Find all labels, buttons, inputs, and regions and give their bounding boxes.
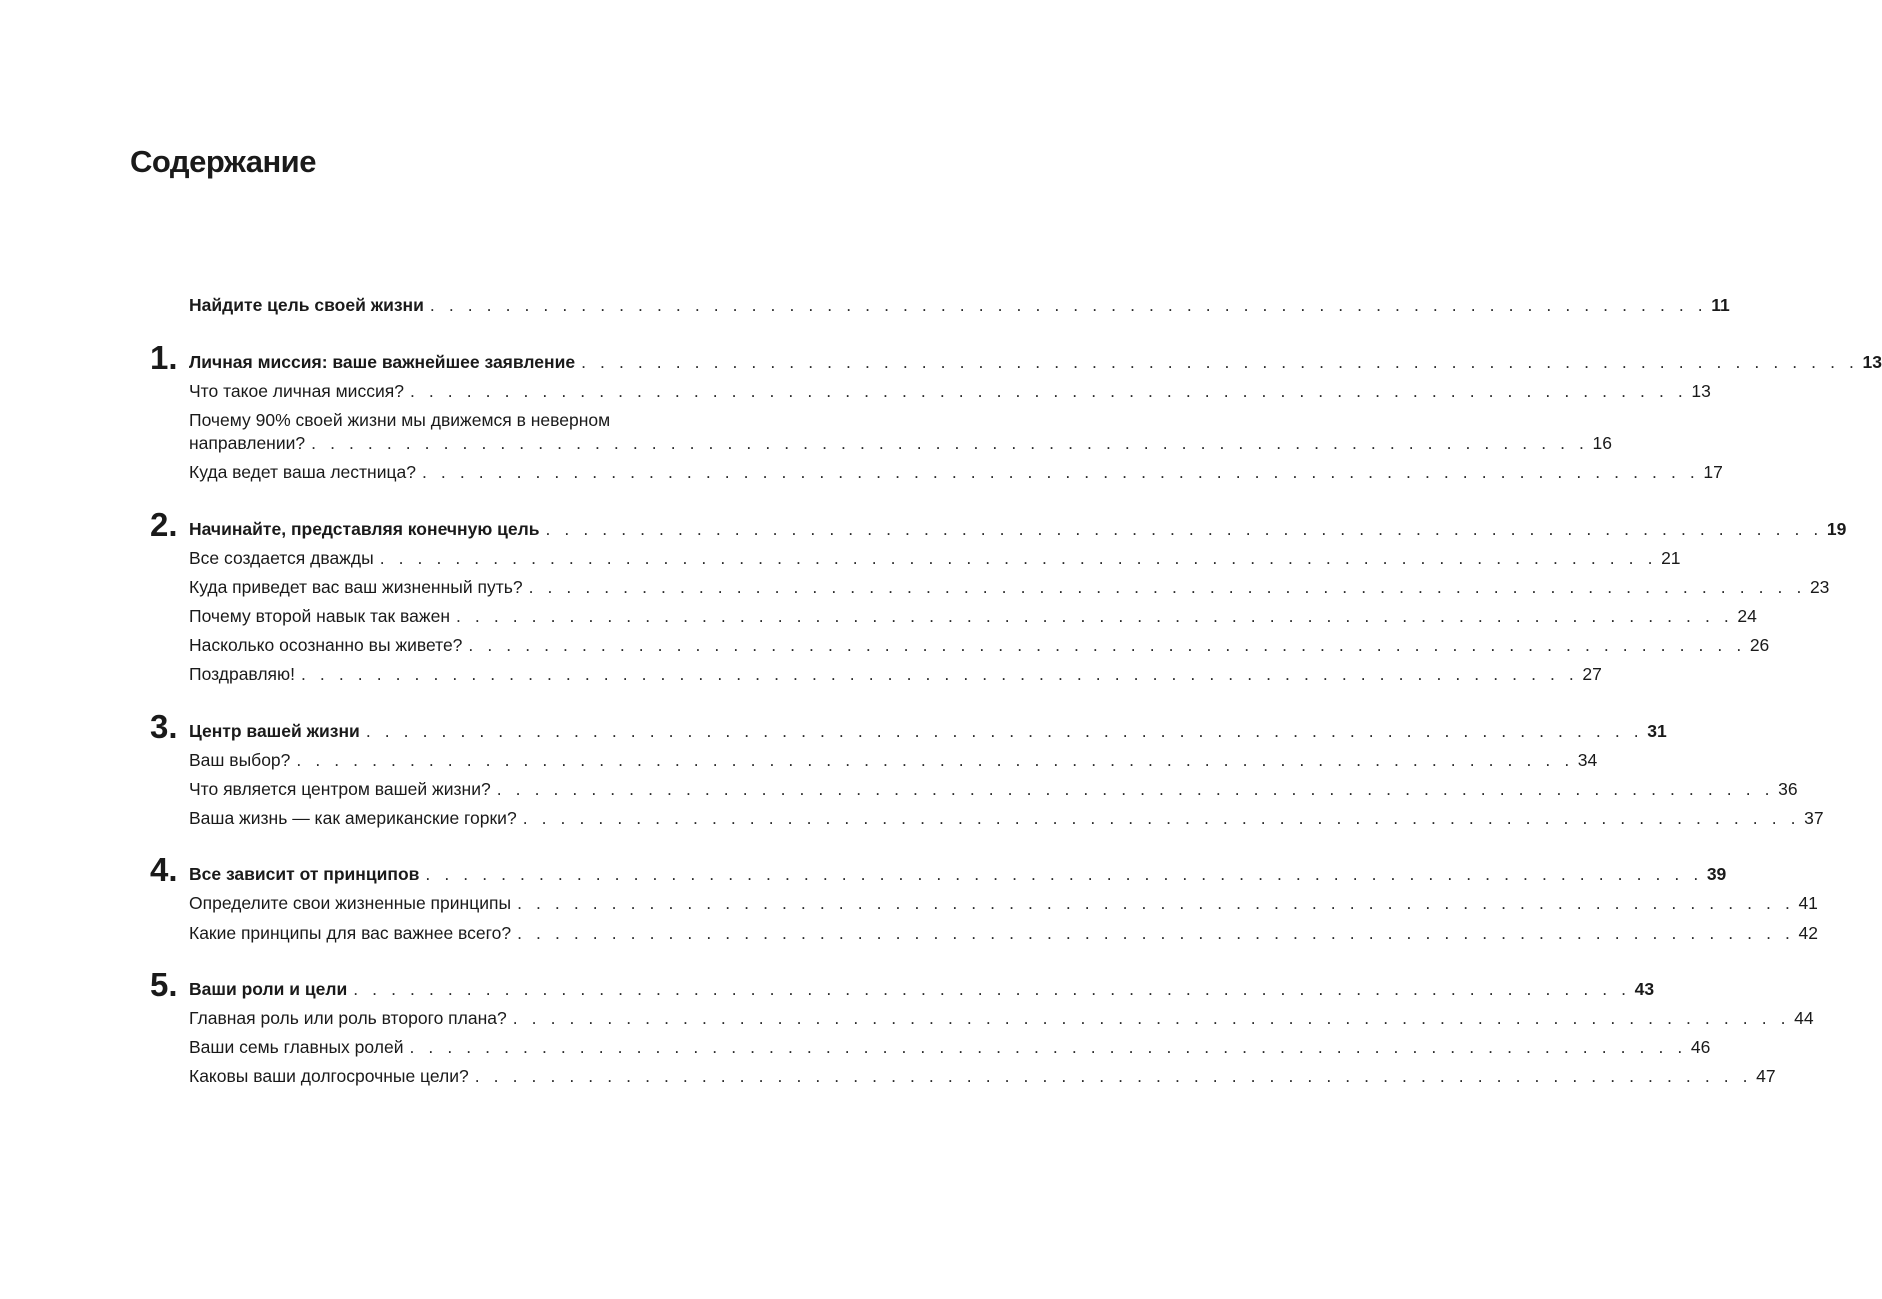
entry-title-line1[interactable]: Почему 90% своей жизни мы движемся в неверном xyxy=(189,410,611,430)
dot-leader: . . . . . . . . . . . . . . . . . . . . . . . . . . . . . . . . . . . . . . . . . . . . . . . . . . . . . . . . . . . . . . . . . . . . xyxy=(421,462,1700,482)
dot-leader: . . . . . . . . . . . . . . . . . . . . . . . . . . . . . . . . . . . . . . . . . . . . . . . . . . . . . . . . . . . . . . . . . . . . xyxy=(496,779,1775,799)
entry-title: Что является центром вашей жизни? xyxy=(189,779,491,799)
entry-title: Насколько осознанно вы живете? xyxy=(189,635,463,655)
toc-entry-section[interactable] xyxy=(189,805,1824,831)
entry-page: 37 xyxy=(1804,808,1824,828)
toc-entry-chapter[interactable] xyxy=(189,976,1655,1002)
chapter-number: 1. xyxy=(150,339,178,376)
dot-leader: . . . . . . . . . . . . . . . . . . . . . . . . . . . . . . . . . . . . . . . . . . . . . . . . . . . . . . . . . . . . . . . . . . . . xyxy=(429,295,1708,315)
entry-title: Ваши семь главных ролей xyxy=(189,1037,404,1057)
dot-leader: . . . . . . . . . . . . . . . . . . . . . . . . . . . . . . . . . . . . . . . . . . . . . . . . . . . . . . . . . . . . . . . . . . . . xyxy=(528,577,1806,597)
entry-title: Ваш выбор? xyxy=(189,750,291,770)
toc-entry-section[interactable] xyxy=(189,1005,1814,1031)
toc-entry-section[interactable] xyxy=(189,632,1770,658)
entry-title: Все зависит от принципов xyxy=(189,864,420,884)
entry-page: 31 xyxy=(1647,721,1667,741)
entry-title: Почему второй навык так важен xyxy=(189,606,450,626)
dot-leader: . . . . . . . . . . . . . . . . . . . . . . . . . . . . . . . . . . . . . . . . . . . . . . . . . . . . . . . . . . . . . . . . . . . . xyxy=(522,808,1801,828)
entry-page: 44 xyxy=(1794,1008,1814,1028)
entry-title: Определите свои жизненные принципы xyxy=(189,893,512,913)
toc-entry-section[interactable] xyxy=(189,378,1711,404)
entry-page: 41 xyxy=(1798,893,1818,913)
dot-leader: . . . . . . . . . . . . . . . . . . . . . . . . . . . . . . . . . . . . . . . . . . . . . . . . . . . . . . . . . . . . . . . . . . . . xyxy=(474,1066,1753,1086)
dot-leader: . . . . . . . . . . . . . . . . . . . . . . . . . . . . . . . . . . . . . . . . . . . . . . . . . . . . . . . . . . . . . . . . . . . . xyxy=(409,1037,1687,1057)
toc-entry-chapter[interactable] xyxy=(189,516,1847,542)
entry-page: 23 xyxy=(1809,577,1830,597)
chapter-number: 2. xyxy=(150,506,178,543)
entry-page: 17 xyxy=(1703,462,1723,482)
toc-entry-chapter[interactable] xyxy=(189,718,1667,744)
toc-entry-section[interactable] xyxy=(189,545,1681,571)
entry-page: 11 xyxy=(1711,295,1730,315)
entry-title: Ваши роли и цели xyxy=(189,979,348,999)
entry-page: 16 xyxy=(1592,433,1612,453)
dot-leader: . . . . . . . . . . . . . . . . . . . . . . . . . . . . . . . . . . . . . . . . . . . . . . . . . . . . . . . . . . . . . . . . . . . . xyxy=(512,1008,1791,1028)
entry-page: 26 xyxy=(1749,635,1770,655)
dot-leader: . . . . . . . . . . . . . . . . . . . . . . . . . . . . . . . . . . . . . . . . . . . . . . . . . . . . . . . . . . . . . . . . . . . . xyxy=(425,864,1703,884)
entry-page: 43 xyxy=(1634,979,1655,999)
entry-title: Каковы ваши долгосрочные цели? xyxy=(189,1066,469,1086)
dot-leader: . . . . . . . . . . . . . . . . . . . . . . . . . . . . . . . . . . . . . . . . . . . . . . . . . . . . . . . . . . . . . . . . . . . . xyxy=(468,635,1746,655)
entry-page: 27 xyxy=(1582,664,1602,684)
entry-page: 39 xyxy=(1706,864,1727,884)
entry-title: Начинайте, представляя конечную цель xyxy=(189,519,540,539)
entry-title: Поздравляю! xyxy=(189,664,295,684)
dot-leader: . . . . . . . . . . . . . . . . . . . . . . . . . . . . . . . . . . . . . . . . . . . . . . . . . . . . . . . . . . . . . . . . . . . . xyxy=(365,721,1644,741)
entry-page: 46 xyxy=(1690,1037,1711,1057)
entry-title: Главная роль или роль второго плана? xyxy=(189,1008,507,1028)
toc-entry-chapter[interactable] xyxy=(189,861,1727,887)
toc-entry-chapter[interactable] xyxy=(189,349,1882,375)
dot-leader: . . . . . . . . . . . . . . . . . . . . . . . . . . . . . . . . . . . . . . . . . . . . . . . . . . . . . . . . . . . . . . . . . . . . xyxy=(296,750,1574,770)
toc-entry-section[interactable] xyxy=(189,603,1757,629)
dot-leader: . . . . . . . . . . . . . . . . . . . . . . . . . . . . . . . . . . . . . . . . . . . . . . . . . . . . . . . . . . . . . . . . . . . . xyxy=(581,352,1859,372)
entry-page: 19 xyxy=(1826,519,1847,539)
chapter-number: 5. xyxy=(150,966,178,1003)
dot-leader: . . . . . . . . . . . . . . . . . . . . . . . . . . . . . . . . . . . . . . . . . . . . . . . . . . . . . . . . . . . . . . . . . . . . xyxy=(311,433,1589,453)
page-title: Содержание xyxy=(130,144,316,179)
entry-title: Что такое личная миссия? xyxy=(189,381,404,401)
toc-entry-section[interactable] xyxy=(189,459,1723,485)
toc-entry-section[interactable] xyxy=(189,920,1818,946)
entry-title: направлении? xyxy=(189,433,306,453)
toc-entry-section[interactable] xyxy=(189,776,1798,802)
entry-page: 24 xyxy=(1737,606,1757,626)
entry-title: Куда приведет вас ваш жизненный путь? xyxy=(189,577,523,597)
toc-entry-section[interactable] xyxy=(189,1063,1776,1089)
entry-title: Личная миссия: ваше важнейшее заявление xyxy=(189,352,576,372)
entry-page: 13 xyxy=(1862,352,1882,372)
entry-page: 34 xyxy=(1577,750,1598,770)
entry-title: Какие принципы для вас важнее всего? xyxy=(189,923,512,943)
toc-entry-section[interactable] xyxy=(189,1034,1711,1060)
entry-title: Найдите цель своей жизни xyxy=(189,295,424,315)
dot-leader: . . . . . . . . . . . . . . . . . . . . . . . . . . . . . . . . . . . . . . . . . . . . . . . . . . . . . . . . . . . . . . . . . . . . xyxy=(379,548,1658,568)
toc-entry-section[interactable] xyxy=(189,430,1612,456)
entry-title: Куда ведет ваша лестница? xyxy=(189,462,416,482)
entry-title: Центр вашей жизни xyxy=(189,721,360,741)
toc-entry-section[interactable] xyxy=(189,747,1598,773)
toc-entry-section[interactable] xyxy=(189,661,1602,687)
entry-page: 47 xyxy=(1756,1066,1776,1086)
entry-page: 13 xyxy=(1691,381,1711,401)
entry-page: 42 xyxy=(1798,923,1818,943)
dot-leader: . . . . . . . . . . . . . . . . . . . . . . . . . . . . . . . . . . . . . . . . . . . . . . . . . . . . . . . . . . . . . . . . . . . . xyxy=(301,664,1579,684)
chapter-number: 3. xyxy=(150,708,178,745)
entry-title: Все создается дважды xyxy=(189,548,374,568)
dot-leader: . . . . . . . . . . . . . . . . . . . . . . . . . . . . . . . . . . . . . . . . . . . . . . . . . . . . . . . . . . . . . . . . . . . . xyxy=(517,893,1795,913)
dot-leader: . . . . . . . . . . . . . . . . . . . . . . . . . . . . . . . . . . . . . . . . . . . . . . . . . . . . . . . . . . . . . . . . . . . . xyxy=(353,979,1631,999)
dot-leader: . . . . . . . . . . . . . . . . . . . . . . . . . . . . . . . . . . . . . . . . . . . . . . . . . . . . . . . . . . . . . . . . . . . . xyxy=(517,923,1795,943)
chapter-number: 4. xyxy=(150,851,178,888)
entry-page: 21 xyxy=(1661,548,1681,568)
toc-entry-intro[interactable] xyxy=(189,292,1730,318)
dot-leader: . . . . . . . . . . . . . . . . . . . . . . . . . . . . . . . . . . . . . . . . . . . . . . . . . . . . . . . . . . . . . . . . . . . . xyxy=(455,606,1734,626)
toc-entry-section[interactable] xyxy=(189,574,1830,600)
toc-entry-section[interactable] xyxy=(189,890,1818,916)
dot-leader: . . . . . . . . . . . . . . . . . . . . . . . . . . . . . . . . . . . . . . . . . . . . . . . . . . . . . . . . . . . . . . . . . . . . xyxy=(409,381,1688,401)
entry-title: Ваша жизнь — как американские горки? xyxy=(189,808,517,828)
entry-page: 36 xyxy=(1778,779,1798,799)
dot-leader: . . . . . . . . . . . . . . . . . . . . . . . . . . . . . . . . . . . . . . . . . . . . . . . . . . . . . . . . . . . . . . . . . . . . xyxy=(545,519,1823,539)
